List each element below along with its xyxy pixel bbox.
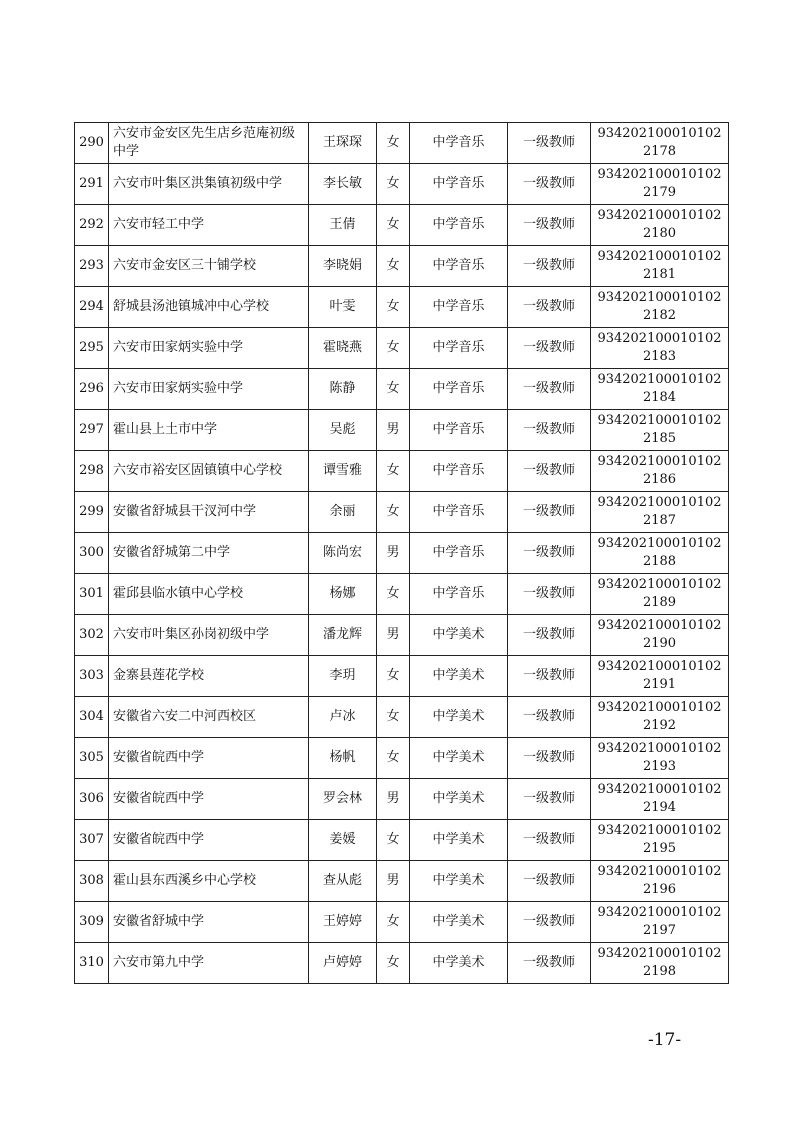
teacher-title-cell: 一级教师 xyxy=(508,574,591,615)
school-name-cell: 六安市田家炳实验中学 xyxy=(109,328,309,369)
teacher-name-cell: 余丽 xyxy=(309,492,377,533)
teacher-name-cell: 潘龙辉 xyxy=(309,615,377,656)
gender-cell: 女 xyxy=(377,943,410,984)
subject-cell: 中学美术 xyxy=(410,656,508,697)
teacher-title-cell: 一级教师 xyxy=(508,697,591,738)
teacher-name-cell: 卢婷婷 xyxy=(309,943,377,984)
teacher-title-cell: 一级教师 xyxy=(508,943,591,984)
gender-cell: 女 xyxy=(377,820,410,861)
gender-cell: 女 xyxy=(377,574,410,615)
table-row xyxy=(75,656,729,697)
row-number-cell: 296 xyxy=(75,369,109,410)
subject-cell: 中学音乐 xyxy=(410,123,508,164)
gender-cell: 男 xyxy=(377,410,410,451)
subject-cell: 中学音乐 xyxy=(410,369,508,410)
teacher-title-cell: 一级教师 xyxy=(508,369,591,410)
teacher-title-cell: 一级教师 xyxy=(508,123,591,164)
roster-body xyxy=(75,123,729,984)
table-row xyxy=(75,205,729,246)
certificate-number-cell: 9342021000101022192 xyxy=(591,697,729,738)
teacher-name-cell: 李玥 xyxy=(309,656,377,697)
subject-cell: 中学音乐 xyxy=(410,246,508,287)
table-row xyxy=(75,451,729,492)
gender-cell: 女 xyxy=(377,492,410,533)
row-number-cell: 298 xyxy=(75,451,109,492)
gender-cell: 女 xyxy=(377,738,410,779)
row-number-cell: 308 xyxy=(75,861,109,902)
row-number-cell: 307 xyxy=(75,820,109,861)
teacher-title-cell: 一级教师 xyxy=(508,492,591,533)
teacher-name-cell: 叶雯 xyxy=(309,287,377,328)
teacher-name-cell: 姜媛 xyxy=(309,820,377,861)
subject-cell: 中学美术 xyxy=(410,738,508,779)
gender-cell: 男 xyxy=(377,779,410,820)
school-name-cell: 六安市第九中学 xyxy=(109,943,309,984)
row-number-cell: 299 xyxy=(75,492,109,533)
table-row xyxy=(75,246,729,287)
subject-cell: 中学美术 xyxy=(410,615,508,656)
teacher-title-cell: 一级教师 xyxy=(508,205,591,246)
school-name-cell: 六安市田家炳实验中学 xyxy=(109,369,309,410)
subject-cell: 中学音乐 xyxy=(410,328,508,369)
teacher-name-cell: 李晓娟 xyxy=(309,246,377,287)
school-name-cell: 安徽省皖西中学 xyxy=(109,779,309,820)
teacher-name-cell: 查从彪 xyxy=(309,861,377,902)
gender-cell: 女 xyxy=(377,697,410,738)
subject-cell: 中学音乐 xyxy=(410,574,508,615)
teacher-title-cell: 一级教师 xyxy=(508,246,591,287)
certificate-number-cell: 9342021000101022187 xyxy=(591,492,729,533)
table-row xyxy=(75,533,729,574)
teacher-name-cell: 杨帆 xyxy=(309,738,377,779)
teacher-title-cell: 一级教师 xyxy=(508,902,591,943)
certificate-number-cell: 9342021000101022190 xyxy=(591,615,729,656)
subject-cell: 中学音乐 xyxy=(410,492,508,533)
school-name-cell: 霍山县上土市中学 xyxy=(109,410,309,451)
gender-cell: 女 xyxy=(377,164,410,205)
school-name-cell: 舒城县汤池镇城冲中心学校 xyxy=(109,287,309,328)
certificate-number-cell: 9342021000101022197 xyxy=(591,902,729,943)
subject-cell: 中学音乐 xyxy=(410,205,508,246)
certificate-number-cell: 9342021000101022184 xyxy=(591,369,729,410)
row-number-cell: 293 xyxy=(75,246,109,287)
table-row xyxy=(75,902,729,943)
row-number-cell: 297 xyxy=(75,410,109,451)
row-number-cell: 301 xyxy=(75,574,109,615)
gender-cell: 男 xyxy=(377,615,410,656)
gender-cell: 女 xyxy=(377,123,410,164)
row-number-cell: 291 xyxy=(75,164,109,205)
certificate-number-cell: 9342021000101022180 xyxy=(591,205,729,246)
teacher-name-cell: 王琛琛 xyxy=(309,123,377,164)
teacher-name-cell: 李长敏 xyxy=(309,164,377,205)
certificate-number-cell: 9342021000101022196 xyxy=(591,861,729,902)
teacher-name-cell: 吴彪 xyxy=(309,410,377,451)
teacher-name-cell: 谭雪雅 xyxy=(309,451,377,492)
certificate-number-cell: 9342021000101022193 xyxy=(591,738,729,779)
gender-cell: 女 xyxy=(377,246,410,287)
teacher-name-cell: 杨娜 xyxy=(309,574,377,615)
table-row xyxy=(75,943,729,984)
school-name-cell: 安徽省皖西中学 xyxy=(109,820,309,861)
certificate-number-cell: 9342021000101022191 xyxy=(591,656,729,697)
gender-cell: 女 xyxy=(377,205,410,246)
certificate-number-cell: 9342021000101022189 xyxy=(591,574,729,615)
gender-cell: 女 xyxy=(377,656,410,697)
school-name-cell: 安徽省舒城第二中学 xyxy=(109,533,309,574)
row-number-cell: 302 xyxy=(75,615,109,656)
subject-cell: 中学美术 xyxy=(410,943,508,984)
teacher-name-cell: 罗会林 xyxy=(309,779,377,820)
table-row xyxy=(75,697,729,738)
school-name-cell: 六安市金安区三十铺学校 xyxy=(109,246,309,287)
teacher-name-cell: 陈静 xyxy=(309,369,377,410)
table-row xyxy=(75,615,729,656)
teacher-title-cell: 一级教师 xyxy=(508,328,591,369)
subject-cell: 中学音乐 xyxy=(410,451,508,492)
row-number-cell: 305 xyxy=(75,738,109,779)
subject-cell: 中学音乐 xyxy=(410,287,508,328)
table-row xyxy=(75,738,729,779)
teacher-name-cell: 王婷婷 xyxy=(309,902,377,943)
table-row xyxy=(75,123,729,164)
gender-cell: 女 xyxy=(377,369,410,410)
table-row xyxy=(75,410,729,451)
certificate-number-cell: 9342021000101022195 xyxy=(591,820,729,861)
subject-cell: 中学音乐 xyxy=(410,410,508,451)
school-name-cell: 金寨县莲花学校 xyxy=(109,656,309,697)
gender-cell: 男 xyxy=(377,861,410,902)
teacher-name-cell: 霍晓燕 xyxy=(309,328,377,369)
certificate-number-cell: 9342021000101022185 xyxy=(591,410,729,451)
school-name-cell: 霍邱县临水镇中心学校 xyxy=(109,574,309,615)
subject-cell: 中学美术 xyxy=(410,861,508,902)
gender-cell: 女 xyxy=(377,451,410,492)
row-number-cell: 294 xyxy=(75,287,109,328)
school-name-cell: 安徽省舒城县干汊河中学 xyxy=(109,492,309,533)
school-name-cell: 六安市叶集区孙岗初级中学 xyxy=(109,615,309,656)
school-name-cell: 六安市轻工中学 xyxy=(109,205,309,246)
table-row xyxy=(75,820,729,861)
teacher-title-cell: 一级教师 xyxy=(508,287,591,328)
gender-cell: 男 xyxy=(377,533,410,574)
subject-cell: 中学美术 xyxy=(410,779,508,820)
gender-cell: 女 xyxy=(377,328,410,369)
teacher-title-cell: 一级教师 xyxy=(508,533,591,574)
table-row xyxy=(75,779,729,820)
table-row xyxy=(75,164,729,205)
teacher-name-cell: 卢冰 xyxy=(309,697,377,738)
teacher-title-cell: 一级教师 xyxy=(508,861,591,902)
certificate-number-cell: 9342021000101022182 xyxy=(591,287,729,328)
page-number: -17- xyxy=(648,1030,682,1050)
row-number-cell: 292 xyxy=(75,205,109,246)
school-name-cell: 安徽省舒城中学 xyxy=(109,902,309,943)
gender-cell: 女 xyxy=(377,902,410,943)
teacher-title-cell: 一级教师 xyxy=(508,779,591,820)
school-name-cell: 六安市叶集区洪集镇初级中学 xyxy=(109,164,309,205)
subject-cell: 中学音乐 xyxy=(410,164,508,205)
certificate-number-cell: 9342021000101022178 xyxy=(591,123,729,164)
certificate-number-cell: 9342021000101022194 xyxy=(591,779,729,820)
certificate-number-cell: 9342021000101022183 xyxy=(591,328,729,369)
teacher-name-cell: 王倩 xyxy=(309,205,377,246)
teacher-title-cell: 一级教师 xyxy=(508,164,591,205)
teacher-title-cell: 一级教师 xyxy=(508,410,591,451)
row-number-cell: 310 xyxy=(75,943,109,984)
school-name-cell: 六安市金安区先生店乡范庵初级中学 xyxy=(109,123,309,164)
table-row xyxy=(75,492,729,533)
teacher-roster-table xyxy=(74,122,729,984)
certificate-number-cell: 9342021000101022179 xyxy=(591,164,729,205)
teacher-title-cell: 一级教师 xyxy=(508,615,591,656)
subject-cell: 中学音乐 xyxy=(410,533,508,574)
row-number-cell: 303 xyxy=(75,656,109,697)
table-row xyxy=(75,287,729,328)
table-row xyxy=(75,861,729,902)
certificate-number-cell: 9342021000101022198 xyxy=(591,943,729,984)
row-number-cell: 309 xyxy=(75,902,109,943)
row-number-cell: 290 xyxy=(75,123,109,164)
certificate-number-cell: 9342021000101022186 xyxy=(591,451,729,492)
table-row xyxy=(75,369,729,410)
school-name-cell: 安徽省六安二中河西校区 xyxy=(109,697,309,738)
subject-cell: 中学美术 xyxy=(410,820,508,861)
row-number-cell: 304 xyxy=(75,697,109,738)
row-number-cell: 300 xyxy=(75,533,109,574)
row-number-cell: 295 xyxy=(75,328,109,369)
gender-cell: 女 xyxy=(377,287,410,328)
row-number-cell: 306 xyxy=(75,779,109,820)
subject-cell: 中学美术 xyxy=(410,902,508,943)
table-row xyxy=(75,574,729,615)
school-name-cell: 六安市裕安区固镇镇中心学校 xyxy=(109,451,309,492)
certificate-number-cell: 9342021000101022188 xyxy=(591,533,729,574)
teacher-title-cell: 一级教师 xyxy=(508,820,591,861)
teacher-title-cell: 一级教师 xyxy=(508,451,591,492)
subject-cell: 中学美术 xyxy=(410,697,508,738)
teacher-title-cell: 一级教师 xyxy=(508,656,591,697)
school-name-cell: 霍山县东西溪乡中心学校 xyxy=(109,861,309,902)
teacher-title-cell: 一级教师 xyxy=(508,738,591,779)
certificate-number-cell: 9342021000101022181 xyxy=(591,246,729,287)
teacher-name-cell: 陈尚宏 xyxy=(309,533,377,574)
table-row xyxy=(75,328,729,369)
school-name-cell: 安徽省皖西中学 xyxy=(109,738,309,779)
